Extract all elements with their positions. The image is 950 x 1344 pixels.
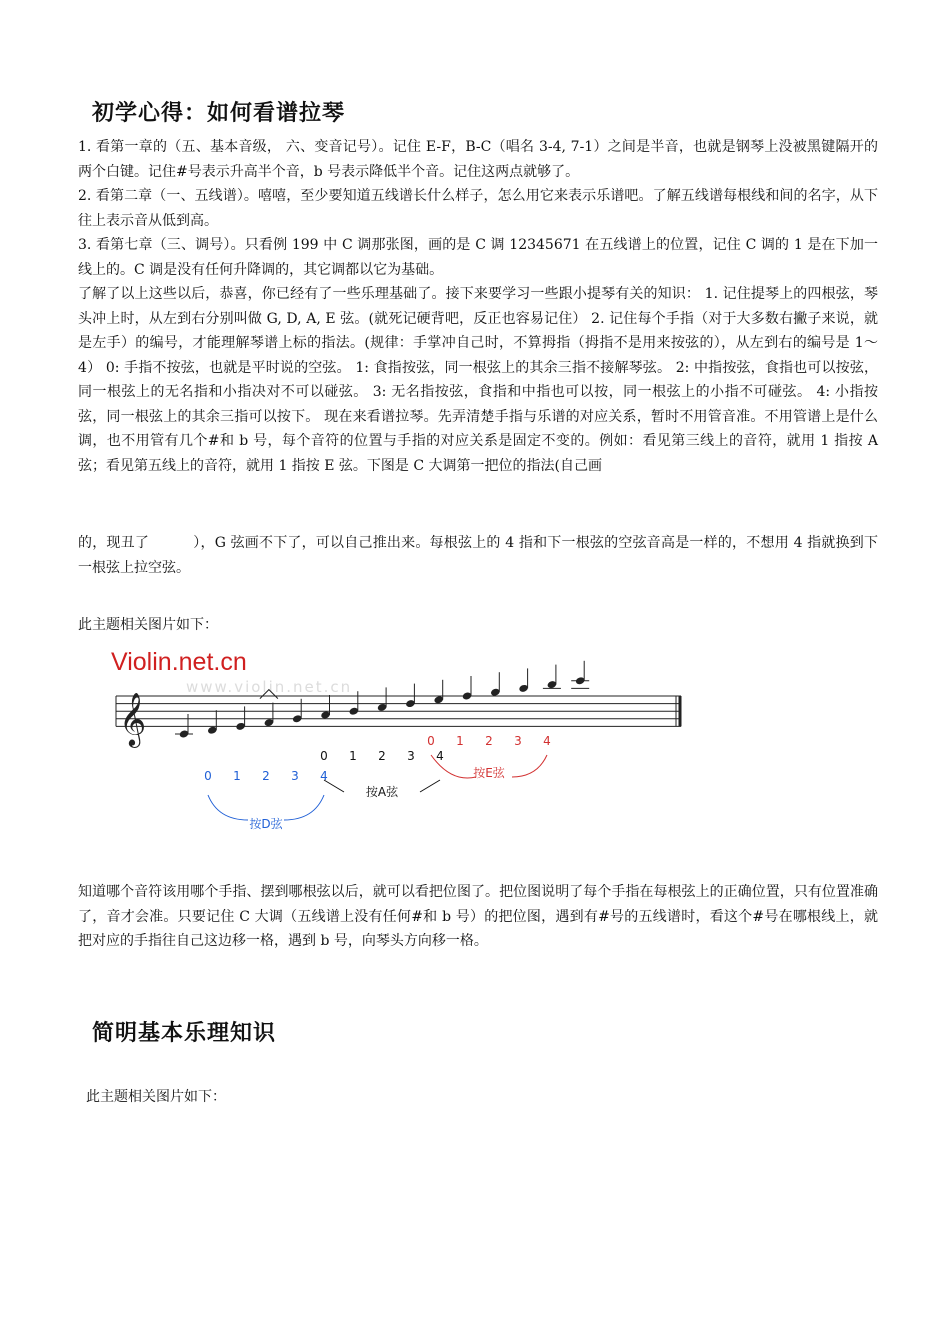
section-title-1: 初学心得：如何看谱拉琴 xyxy=(92,101,346,126)
finger-number: 1 xyxy=(233,769,241,783)
finger-number: 2 xyxy=(262,769,270,783)
string-label: 按A弦 xyxy=(365,785,399,799)
image-caption-1: 此主题相关图片如下： xyxy=(78,617,218,633)
finger-number: 1 xyxy=(349,749,357,763)
finger-number: 4 xyxy=(436,749,444,763)
finger-number: 1 xyxy=(456,734,464,748)
watermark-text: www.violin.net.cn xyxy=(186,678,353,696)
finger-number: 4 xyxy=(543,734,551,748)
finger-number: 2 xyxy=(378,749,386,763)
finger-number: 0 xyxy=(204,769,212,783)
string-label: 按D弦 xyxy=(249,817,283,831)
finger-number: 0 xyxy=(427,734,435,748)
finger-number: 0 xyxy=(320,749,328,763)
paragraph-5-start: 的，现丑了 xyxy=(78,535,150,551)
paragraph-5-end: ），G 弦画不下了，可以自己推出来。每根弦上的 4 指和下一根弦的空弦音高是一样的，不想用 4 指就换到下一根弦上拉空弦。 xyxy=(78,535,879,576)
treble-clef: 𝄞 xyxy=(119,691,147,746)
violin-logo-text: Violin.net.cn xyxy=(111,648,247,676)
finger-number: 3 xyxy=(514,734,522,748)
image-caption-2: 此主题相关图片如下： xyxy=(86,1089,226,1105)
section-title-2: 简明基本乐理知识 xyxy=(92,1021,277,1046)
paragraph-5 xyxy=(78,531,878,580)
paragraph-1: 1. 看第一章的（五、基本音级， 六、变音记号）。记住 E-F，B-C（唱名 3-4, 7-1）之间是半音，也就是钢琴上没被黑键隔开的两个白键。记住#号表示升高半个音，b 号表示降低半个音。记住这两点就够了。 xyxy=(78,139,878,180)
string-label: 按E弦 xyxy=(473,766,505,780)
paragraph-4: 了解了以上这些以后，恭喜，你已经有了一些乐理基础了。接下来要学习一些跟小提琴有关的知识： 1. 记住提琴上的四根弦，琴头冲上时，从左到右分别叫做 G, D, A, E 弦。(就死记硬背吧，反正也容易记住） 2. 记住每个手指（对于大多数右撇子来说，就是左手）的编号，才能理解琴谱上标的指法。(规律：手掌冲自己时，不算拇指（拇指不是用来按弦的），从左到右的编号是 1～4） 0: 手指不按弦，也就是平时说的空弦。 1: 食指按弦，同一根弦上的其余三指不接解琴弦。 2: 中指按弦，食指也可以按弦，同一根弦上的无名指和小指决对不可以碰弦。 3: 无名指按弦，食指和中指也可以按，同一根弦上的小指不可碰弦。 4: 小指按弦，同一根弦上的其余三指可以按下。 现在来看谱拉琴。先弄清楚手指与乐谱的对应关系，暂时不用管音准。不用管谱上是什么调，也不用管有几个#和 b 号，每个音符的位置与手指的对应关系是固定不变的。例如：看见第三线上的音符，就用 1 指按 A 弦；看见第五线上的音符，就用 1 指按 E 弦。下图是 C 大调第一把位的指法(自己画 xyxy=(78,286,878,474)
paragraph-6: 知道哪个音符该用哪个手指、摆到哪根弦以后，就可以看把位图了。把位图说明了每个手指在每根弦上的正确位置，只有位置准确了，音才会准。只要记住 C 大调（五线谱上没有任何#和 b 号）的把位图，遇到有#号的五线谱时，看这个#号在哪根线上，就把对应的手指往自己这边移一格，遇到 b 号，向琴头方向移一格。 xyxy=(78,884,878,949)
paragraph-2: 2. 看第二章（一、五线谱）。嘻嘻，至少要知道五线谱长什么样子，怎么用它来表示乐谱吧。了解五线谱每根线和间的名字，从下往上表示音从低到高。 xyxy=(78,188,878,229)
staff xyxy=(116,691,681,747)
finger-number: 3 xyxy=(407,749,415,763)
finger-number: 4 xyxy=(320,769,328,783)
fingering-diagram xyxy=(106,640,686,840)
finger-numbers xyxy=(204,734,551,831)
paragraph-3: 3. 看第七章（三、调号）。只看例 199 中 C 调那张图，画的是 C 调 12345671 在五线谱上的位置，记住 C 调的 1 是在下加一线上的。C 调是没有任何升降调的，其它调都以它为基础。 xyxy=(78,237,878,278)
fingering-diagram-svg xyxy=(106,640,686,840)
finger-number: 3 xyxy=(291,769,299,783)
finger-number: 2 xyxy=(485,734,493,748)
